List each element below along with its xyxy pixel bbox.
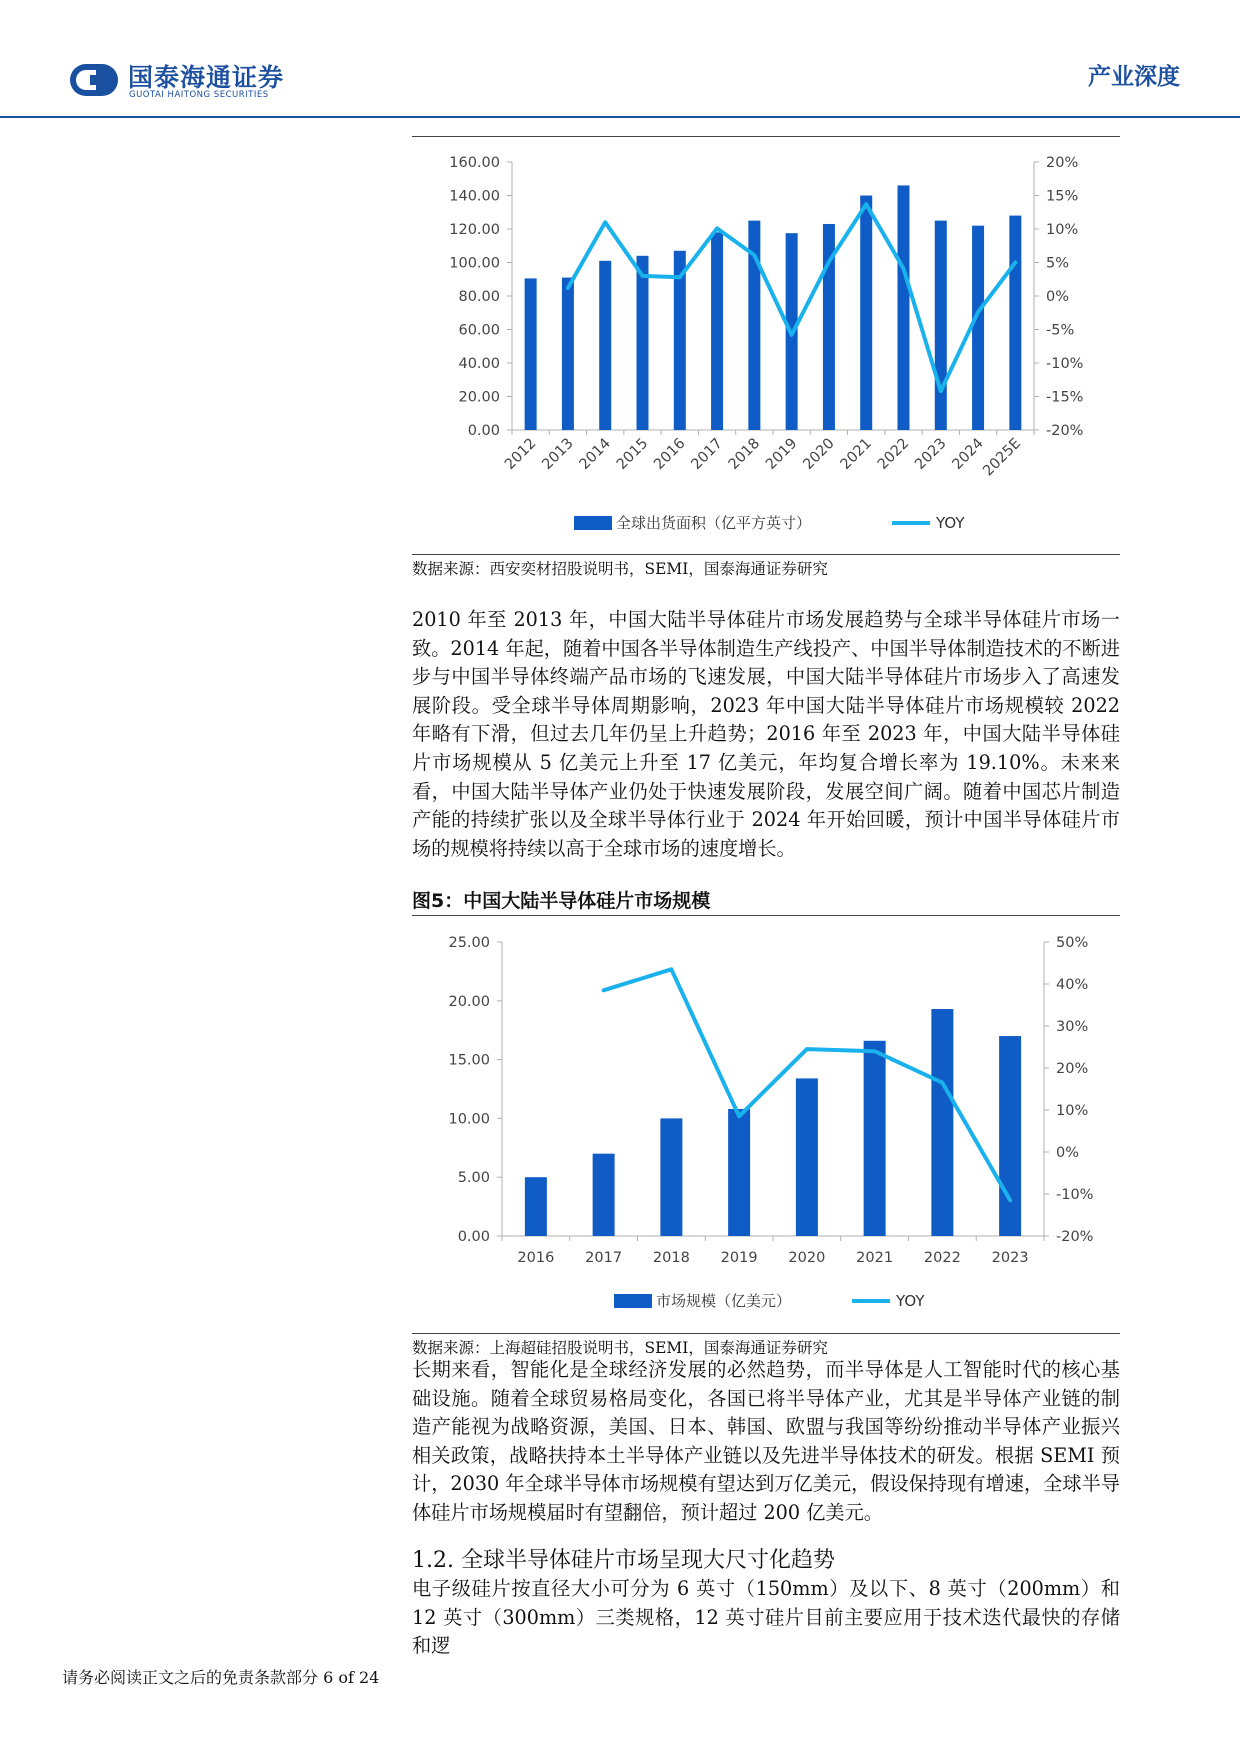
bar-2020	[796, 1078, 818, 1236]
x-axis-label-2017: 2017	[585, 1250, 623, 1266]
left-axis-tick-label: 15.00	[448, 1052, 490, 1069]
x-axis-label-2025E: 2025E	[980, 435, 1025, 480]
chart1-top-rule	[412, 136, 1120, 137]
legend-bar-swatch	[614, 1294, 652, 1308]
x-axis-label-2017: 2017	[688, 435, 726, 473]
x-axis-label-2022: 2022	[874, 435, 913, 473]
x-axis-label-2020: 2020	[788, 1250, 826, 1266]
x-axis-label-2021: 2021	[837, 435, 876, 473]
legend-bar-label: 全球出货面积（亿平方英寸）	[616, 514, 812, 532]
right-axis-tick-label: -15%	[1046, 389, 1084, 406]
paragraph-long-term-outlook: 长期来看，智能化是全球经济发展的必然趋势，而半导体是人工智能时代的核心基础设施。随着全球贸易格局变化，各国已将半导体产业，尤其是半导体产业链的制造产能视为战略资源，美国、日本、韩国、欧盟与我国等纷纷推动半导体产业振兴相关政策，战略扶持本土半导体产业链以及先进半导体技术的研发。根据 SEMI 预计，2030 年全球半导体市场规模有望达到万亿美元，假设保持现有增速，全球半导体硅片市场规模届时有望翻倍，预计超过 200 亿美元。	[412, 1358, 1120, 1524]
paragraph-china-market: 2010 年至 2013 年，中国大陆半导体硅片市场发展趋势与全球半导体硅片市场一致。2014 年起，随着中国各半导体制造生产线投产、中国半导体制造技术的不断进步与中国半导体终端产品市场的飞速发展，中国大陆半导体硅片市场步入了高速发展阶段。受全球半导体周期影响，2023 年中国大陆半导体硅片市场规模较 2022 年略有下滑，但过去几年仍呈上升趋势；2016 年至 2023 年，中国大陆半导体硅片市场规模从 5 亿美元上升至 17 亿美元，年均复合增长率为 19.10%。未来来看，中国大陆半导体产业仍处于快速发展阶段，发展空间广阔。随着中国芯片制造产能的持续扩张以及全球半导体行业于 2024 年开始回暖，预计中国半导体硅片市场的规模将持续以高于全球市场的速度增长。	[412, 608, 1120, 860]
paragraph-wafer-sizes: 电子级硅片按直径大小可分为 6 英寸（150mm）及以下、8 英寸（200mm）和 12 英寸（300mm）三类规格，12 英寸硅片目前主要应用于技术迭代最快的存储和逻	[412, 1577, 1120, 1658]
page-footer: 请务必阅读正文之后的免责条款部分 6 of 24	[62, 1668, 380, 1687]
x-axis-label-2013: 2013	[539, 435, 577, 473]
left-axis-tick-label: 120.00	[449, 222, 500, 238]
x-axis-label-2024: 2024	[949, 435, 987, 473]
x-axis-label-2022: 2022	[923, 1250, 961, 1266]
bar-2023	[999, 1036, 1021, 1236]
x-axis-label-2015: 2015	[613, 435, 652, 473]
x-axis-label-2012: 2012	[502, 435, 540, 473]
bar-2022	[898, 185, 910, 430]
legend-line-label: YOY	[896, 1292, 925, 1310]
bar-2016	[525, 1177, 547, 1236]
bar-2013	[562, 278, 574, 430]
page-header	[0, 0, 1240, 120]
left-axis-tick-label: 80.00	[458, 289, 500, 305]
chart2-svg	[412, 918, 1120, 1330]
left-axis-tick-label: 40.00	[458, 356, 500, 372]
bar-2017	[711, 232, 723, 430]
left-axis-tick-label: 20.00	[458, 389, 500, 406]
bar-2015	[637, 256, 649, 430]
left-axis-tick-label: 0.00	[457, 1229, 490, 1245]
right-axis-tick-label: -10%	[1056, 1187, 1094, 1203]
bar-2018	[660, 1118, 682, 1236]
bar-2023	[935, 221, 947, 430]
right-axis-tick-label: 30%	[1056, 1019, 1089, 1035]
right-axis-tick-label: -20%	[1046, 423, 1084, 439]
brand-logo	[68, 58, 368, 104]
bar-2024	[972, 226, 984, 430]
left-axis-tick-label: 10.00	[448, 1111, 490, 1128]
x-axis-label-2020: 2020	[800, 435, 838, 473]
left-axis-tick-label: 25.00	[448, 935, 490, 951]
right-axis-tick-label: 0%	[1046, 289, 1070, 305]
right-axis-tick-label: 15%	[1046, 188, 1079, 205]
chart1-svg	[412, 140, 1120, 552]
report-type-label: 产业深度	[1088, 64, 1180, 90]
bar-2014	[599, 261, 611, 430]
bar-2019	[728, 1109, 750, 1236]
x-axis-label-2014: 2014	[576, 435, 615, 473]
left-axis-tick-label: 140.00	[449, 188, 500, 205]
legend-bar-swatch	[574, 516, 612, 530]
left-axis-tick-label: 100.00	[449, 255, 500, 272]
bar-2021	[860, 196, 872, 431]
header-divider	[0, 116, 1240, 118]
x-axis-label-2019: 2019	[720, 1250, 758, 1266]
bar-2012	[525, 278, 537, 430]
left-axis-tick-label: 20.00	[448, 993, 490, 1010]
x-axis-label-2016: 2016	[517, 1250, 555, 1266]
x-axis-label-2021: 2021	[856, 1250, 894, 1266]
x-axis-label-2019: 2019	[763, 435, 801, 473]
figure5-title: 图5：中国大陆半导体硅片市场规模	[412, 890, 711, 912]
x-axis-label-2023: 2023	[991, 1250, 1029, 1266]
chart2-bottom-rule	[412, 1333, 1120, 1334]
x-axis-label-2018: 2018	[652, 1250, 690, 1266]
right-axis-tick-label: -10%	[1046, 356, 1084, 372]
left-axis-tick-label: 5.00	[457, 1170, 490, 1187]
bar-2017	[593, 1154, 615, 1236]
logo-mark-icon	[68, 62, 118, 98]
x-axis-label-2016: 2016	[651, 435, 689, 473]
right-axis-tick-label: 50%	[1056, 935, 1089, 951]
chart2-source: 数据来源：上海超硅招股说明书，SEMI，国泰海通证券研究	[412, 1339, 828, 1357]
left-axis-tick-label: 160.00	[449, 155, 500, 171]
x-axis-label-2023: 2023	[912, 435, 950, 473]
right-axis-tick-label: 10%	[1046, 222, 1079, 238]
legend-line-label: YOY	[936, 514, 965, 532]
right-axis-tick-label: -5%	[1046, 322, 1075, 339]
x-axis-label-2018: 2018	[725, 435, 764, 473]
bar-2025E	[1009, 216, 1021, 430]
left-axis-tick-label: 0.00	[467, 423, 500, 439]
right-axis-tick-label: 40%	[1056, 977, 1089, 993]
right-axis-tick-label: 20%	[1046, 155, 1079, 171]
right-axis-tick-label: 5%	[1046, 255, 1070, 272]
chart-global-wafer-shipments	[412, 140, 1120, 552]
right-axis-tick-label: -20%	[1056, 1229, 1094, 1245]
legend-bar-label: 市场规模（亿美元）	[656, 1292, 792, 1310]
section-heading-1-2: 1.2. 全球半导体硅片市场呈现大尺寸化趋势	[412, 1548, 835, 1573]
chart1-bottom-rule	[412, 554, 1120, 555]
right-axis-tick-label: 20%	[1056, 1061, 1089, 1077]
chart-china-wafer-market	[412, 918, 1120, 1330]
chart2-top-rule	[412, 915, 1120, 916]
brand-name-cn: 国泰海通证券	[128, 63, 285, 92]
bar-2022	[931, 1009, 953, 1236]
right-axis-tick-label: 0%	[1056, 1145, 1080, 1161]
left-axis-tick-label: 60.00	[458, 322, 500, 339]
brand-name-en: GUOTAI HAITONG SECURITIES	[129, 90, 269, 100]
chart1-source: 数据来源：西安奕材招股说明书，SEMI，国泰海通证券研究	[412, 560, 828, 578]
right-axis-tick-label: 10%	[1056, 1103, 1089, 1119]
bar-2021	[864, 1041, 886, 1236]
